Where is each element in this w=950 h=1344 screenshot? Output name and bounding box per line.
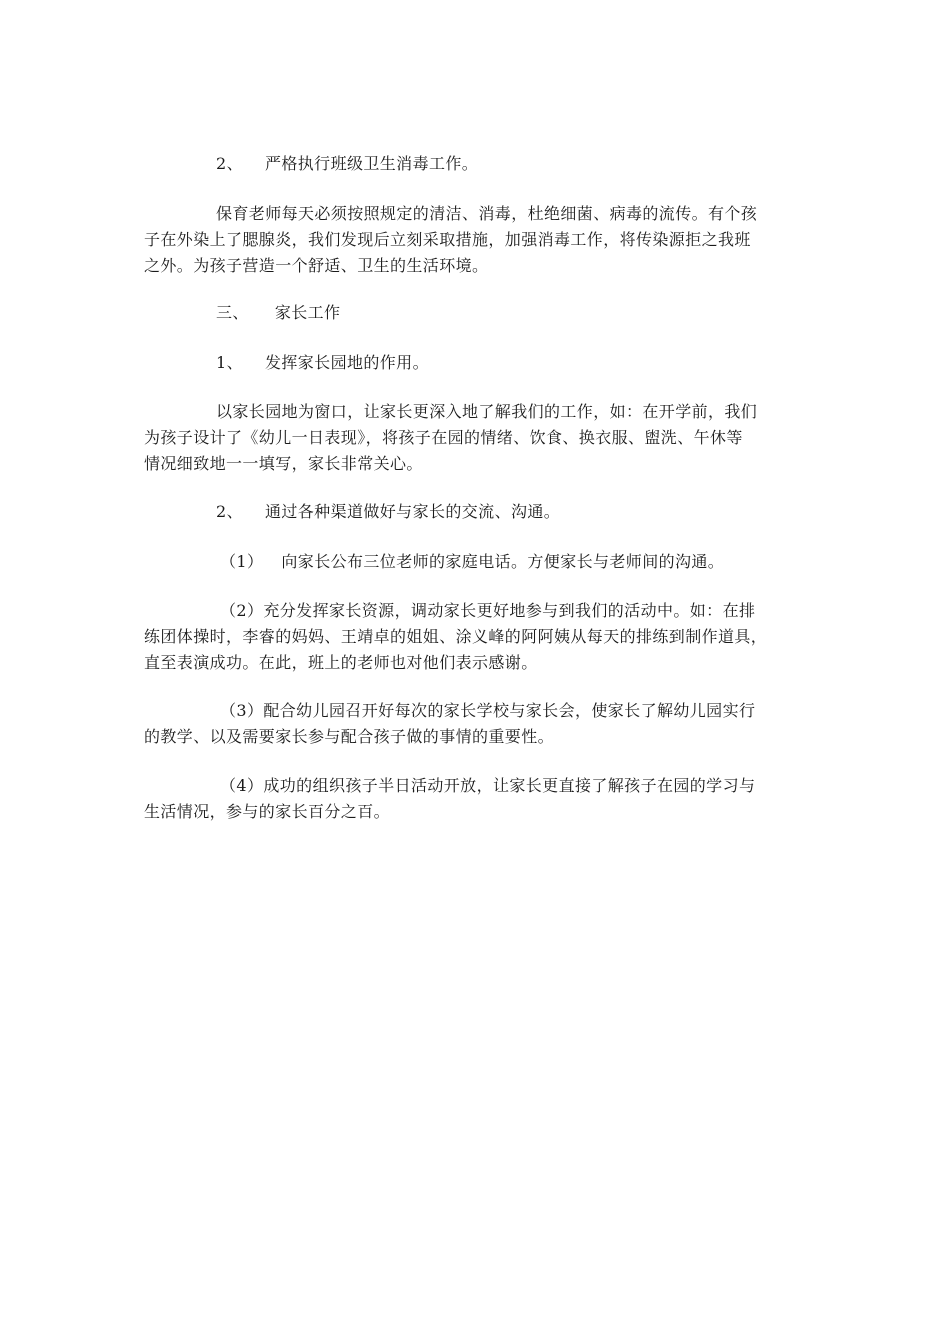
- heading-number: 1、: [216, 353, 243, 372]
- heading-text: 发挥家长园地的作用。: [264, 353, 429, 372]
- paragraph-line: 以家长园地为窗口，让家长更深入地了解我们的工作，如：在开学前，我们: [216, 402, 758, 421]
- paragraph-line: 保育老师每天必须按照规定的清洁、消毒，杜绝细菌、病毒的流传。有个孩: [216, 204, 758, 223]
- paragraph-line: 子在外染上了腮腺炎，我们发现后立刻采取措施，加强消毒工作，将传染源拒之我班: [144, 230, 751, 249]
- heading-communication: [216, 499, 809, 525]
- paragraph-line: （2）充分发挥家长资源，调动家长更好地参与到我们的活动中。如：在排: [220, 601, 756, 620]
- item-number: （1）: [220, 552, 264, 571]
- section-heading-parent-work: [216, 300, 809, 326]
- paragraph-line: （4）成功的组织孩子半日活动开放，让家长更直接了解孩子在园的学习与: [220, 776, 756, 795]
- list-item-phone: [220, 549, 809, 575]
- heading-parent-board: [216, 350, 809, 376]
- paragraph-line: 生活情况，参与的家长百分之百。: [144, 802, 391, 821]
- paragraph-line: 为孩子设计了《幼儿一日表现》，将孩子在园的情绪、饮食、换衣服、盥洗、午休等: [144, 428, 743, 447]
- item-text: 向家长公布三位老师的家庭电话。方便家长与老师间的沟通。: [281, 552, 725, 571]
- heading-number: 2、: [216, 502, 243, 521]
- paragraph-line: 情况细致地一一填写，家长非常关心。: [144, 454, 423, 473]
- heading-text: 严格执行班级卫生消毒工作。: [264, 154, 479, 173]
- paragraph-line: 直至表演成功。在此，班上的老师也对他们表示感谢。: [144, 653, 538, 672]
- heading-sanitation: [216, 151, 809, 177]
- heading-text: 家长工作: [274, 303, 341, 322]
- heading-number: 三、: [216, 303, 249, 322]
- paragraph-line: 之外。为孩子营造一个舒适、卫生的生活环境。: [144, 256, 489, 275]
- heading-number: 2、: [216, 154, 243, 173]
- paragraph-line: 练团体操时，李睿的妈妈、王靖卓的姐姐、涂义峰的阿阿姨从每天的排练到制作道具，: [144, 627, 768, 646]
- paragraph-line: 的教学、以及需要家长参与配合孩子做的事情的重要性。: [144, 727, 555, 746]
- heading-text: 通过各种渠道做好与家长的交流、沟通。: [264, 502, 561, 521]
- paragraph-line: （3）配合幼儿园召开好每次的家长学校与家长会，使家长了解幼儿园实行: [220, 701, 756, 720]
